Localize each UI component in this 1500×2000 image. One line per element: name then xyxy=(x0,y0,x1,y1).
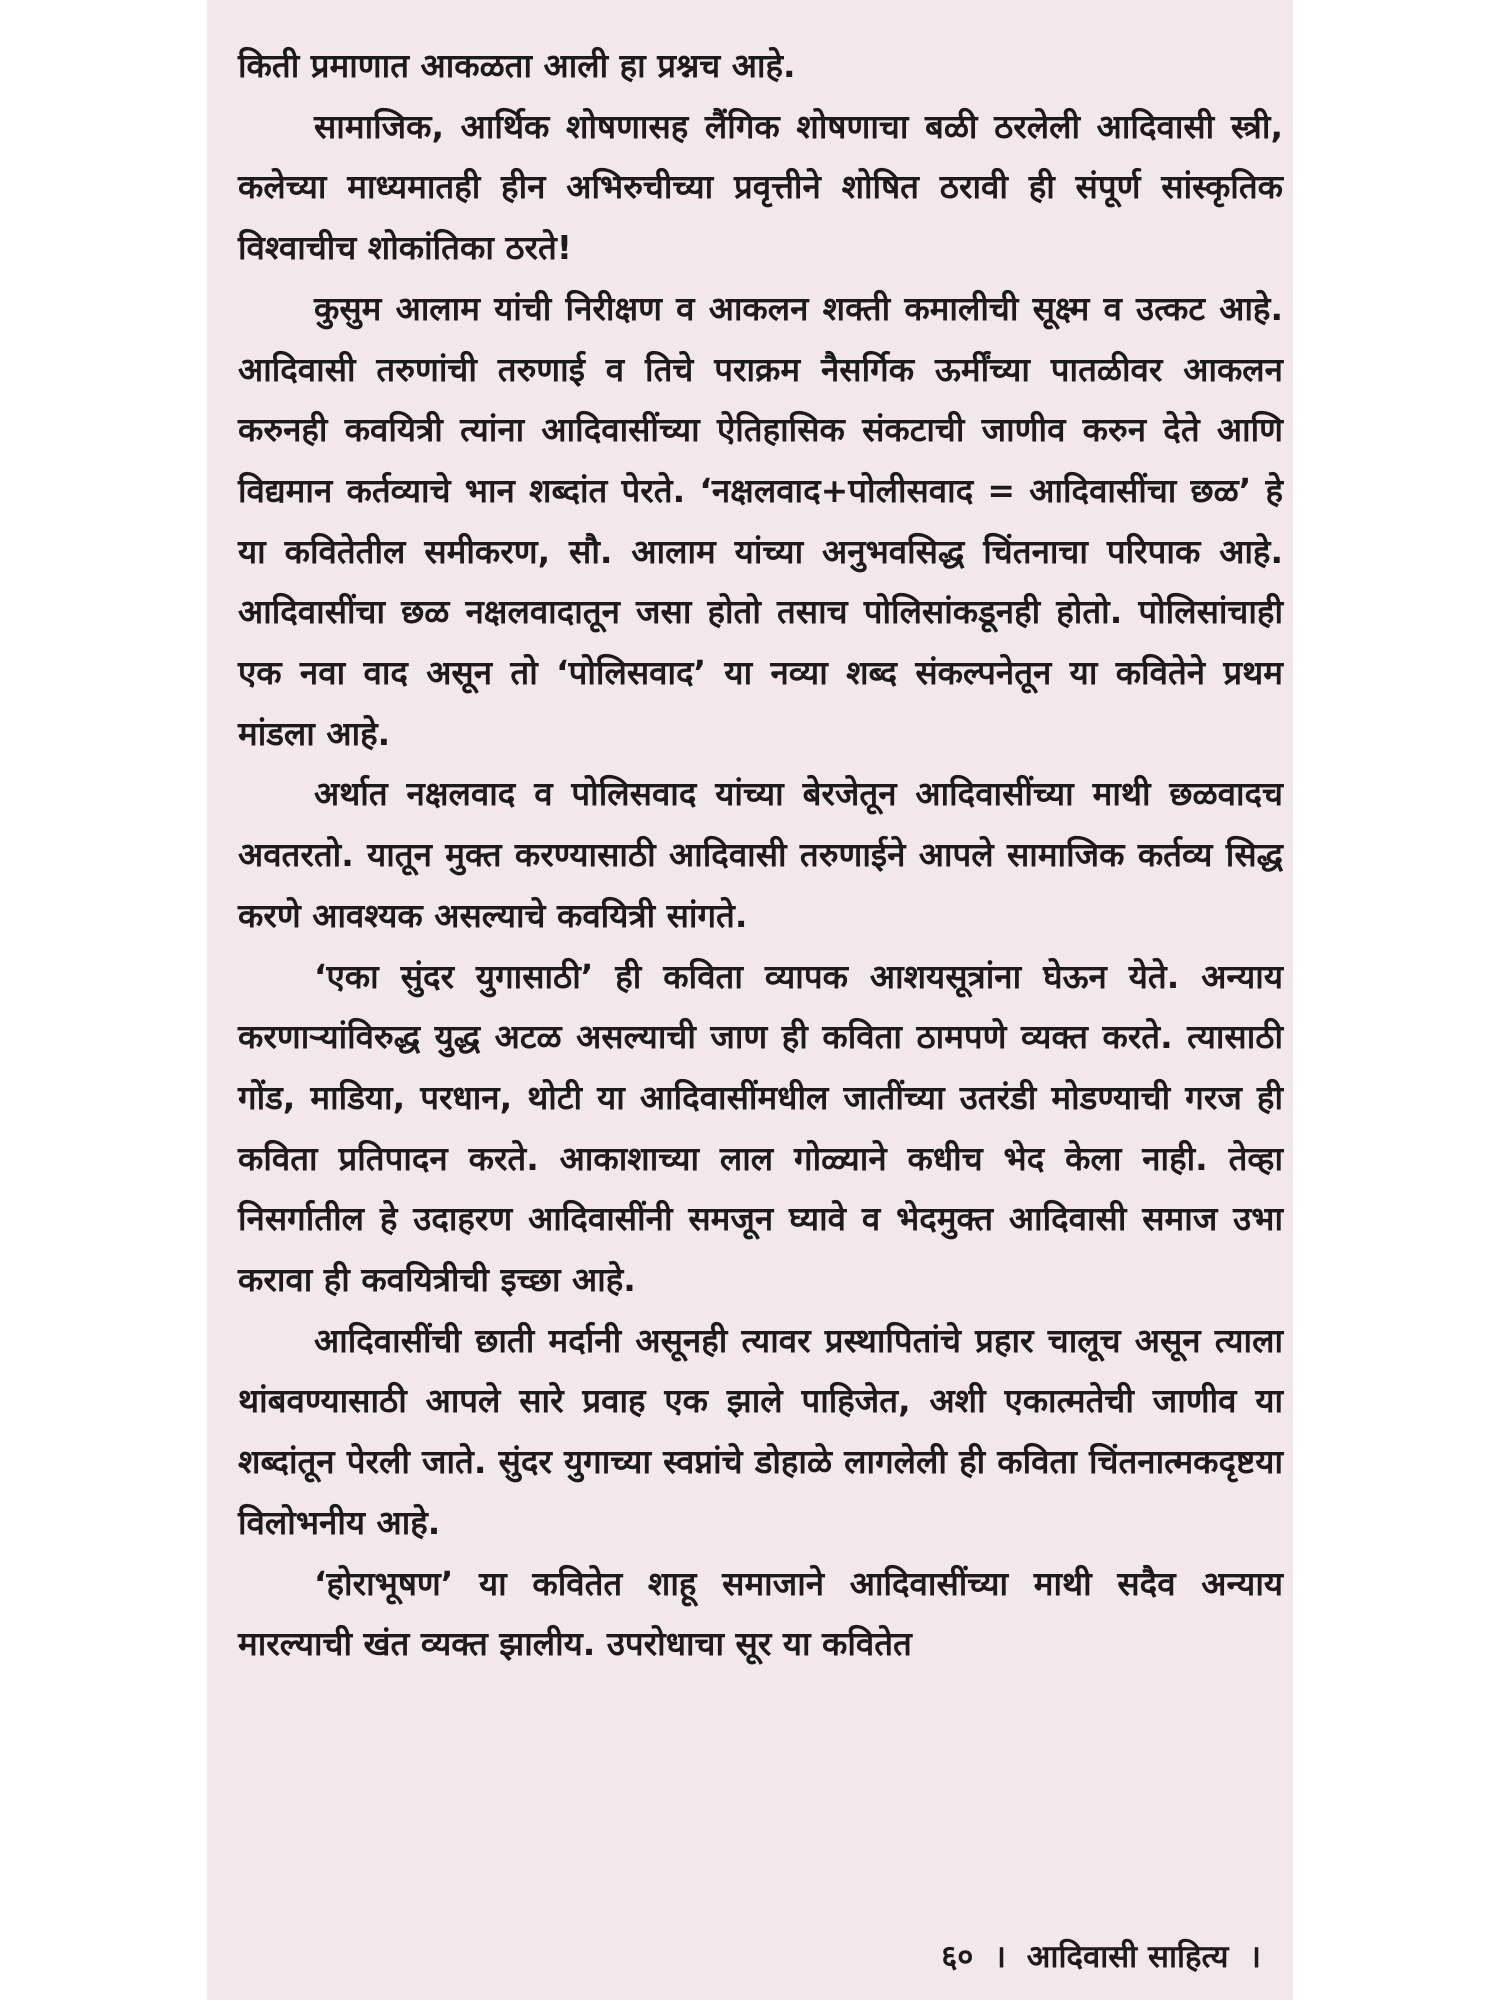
paragraph-6: आदिवासींची छाती मर्दानी असूनही त्यावर प्रस्थापितांचे प्रहार चालूच असून त्याला थांबवण्यासाठी आपले सारे प्रवाह एक झाले पाहिजेत, अशी एकात्मतेची जाणीव या शब्दांतून पेरली जाते. सुंदर युगाच्या स्वप्नांचे डोहाळे लागलेली ही कविता चिंतनात्मकदृष्टया विलोभनीय आहे. xyxy=(238,1320,1283,1542)
body-text xyxy=(238,36,1283,1675)
footer-end-mark: । xyxy=(1249,1939,1261,1975)
paragraph-1: किती प्रमाणात आकळता आली हा प्रश्नच आहे. xyxy=(238,46,796,85)
page-number: ६० xyxy=(941,1939,974,1975)
footer-separator: । xyxy=(994,1939,1006,1975)
book-title: आदिवासी साहित्य xyxy=(1026,1939,1229,1975)
paragraph-7: ‘होराभूषण’ या कवितेत शाहू समाजाने आदिवासींच्या माथी सदैव अन्याय मारल्याची खंत व्यक्त झालीय. उपरोधाचा सूर या कवितेत xyxy=(238,1563,1283,1664)
paragraph-2: सामाजिक, आर्थिक शोषणासह लैंगिक शोषणाचा बळी ठरलेली आदिवासी स्त्री, कलेच्या माध्यमातही हीन अभिरुचीच्या प्रवृत्तीने शोषित ठरावी ही संपूर्ण सांस्कृतिक विश्वाचीच शोकांतिका ठरते! xyxy=(238,106,1283,268)
page-footer xyxy=(941,1935,1271,1977)
paragraph-5: ‘एका सुंदर युगासाठी’ ही कविता व्यापक आशयसूत्रांना घेऊन येते. अन्याय करणाऱ्यांविरुद्ध युद्ध अटळ असल्याची जाण ही कविता ठामपणे व्यक्त करते. त्यासाठी गोंड, माडिया, परधान, थोटी या आदिवासींमधील जातींच्या उतरंडी मोडण्याची गरज ही कविता प्रतिपादन करते. आकाशाच्या लाल गोळ्याने कधीच भेद केला नाही. तेव्हा निसर्गातील हे उदाहरण आदिवासींनी समजून घ्यावे व भेदमुक्त आदिवासी समाज उभा करावा ही कवयित्रीची इच्छा आहे. xyxy=(238,956,1283,1300)
paragraph-4: अर्थात नक्षलवाद व पोलिसवाद यांच्या बेरजेतून आदिवासींच्या माथी छळवादच अवतरतो. यातून मुक्त करण्यासाठी आदिवासी तरुणाईने आपले सामाजिक कर्तव्य सिद्ध करणे आवश्यक असल्याचे कवयित्री सांगते. xyxy=(238,774,1283,935)
book-page xyxy=(207,0,1293,2000)
paragraph-3: कुसुम आलाम यांची निरीक्षण व आकलन शक्ती कमालीची सूक्ष्म व उत्कट आहे. आदिवासी तरुणांची तरुणाई व तिचे पराक्रम नैसर्गिक ऊर्मींच्या पातळीवर आकलन करुनही कवयित्री त्यांना आदिवासींच्या ऐतिहासिक संकटाची जाणीव करुन देते आणि विद्यमान कर्तव्याचे भान शब्दांत पेरते. ‘नक्षलवाद+पोलीसवाद = आदिवासींचा छळ’ हे या कवितेतील समीकरण, सौ. आलाम यांच्या अनुभवसिद्ध चिंतनाचा परिपाक आहे. आदिवासींचा छळ नक्षलवादातून जसा होतो तसाच पोलिसांकडूनही होतो. पोलिसांचाही एक नवा वाद असून तो ‘पोलिसवाद’ या नव्या शब्द संकल्पनेतून या कवितेने प्रथम मांडला आहे. xyxy=(238,288,1283,753)
